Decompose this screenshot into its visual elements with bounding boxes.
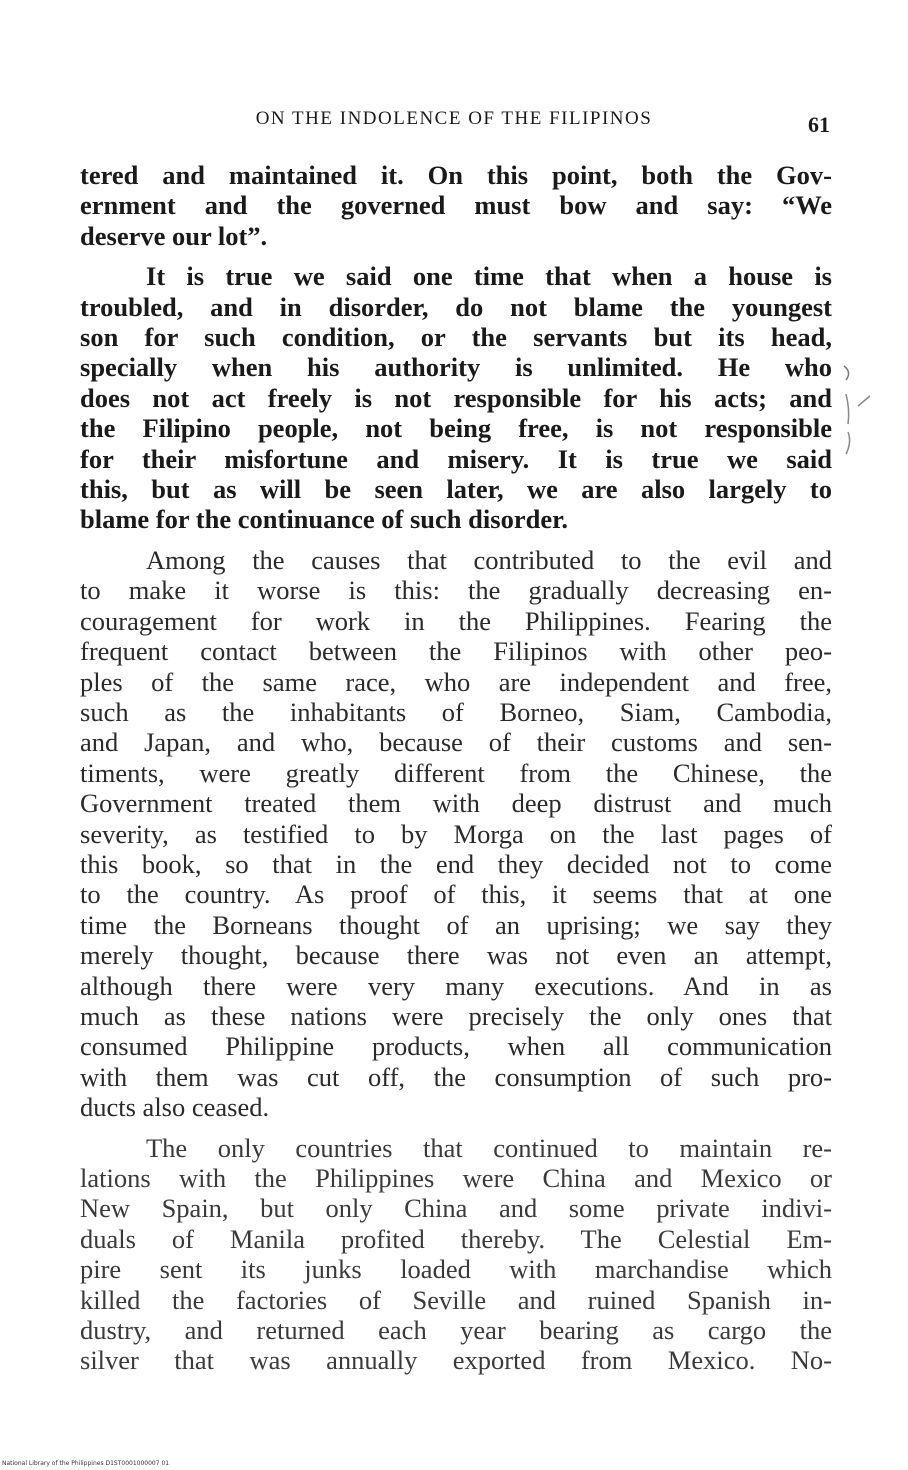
text-line: merely thought, because there was not even an attempt, [80, 940, 832, 971]
text-line: for their misfortune and misery. It is true we said [80, 443, 832, 474]
text-line: to the country. As proof of this, it seems that at one [80, 879, 832, 910]
text-line: Among the causes that contributed to the evil and [146, 544, 832, 575]
text-line: frequent contact between the Filipinos with other peo- [80, 636, 832, 667]
text-line: troubled, and in disorder, do not blame the youngest [80, 291, 832, 322]
text-line: pire sent its junks loaded with marchandise which [80, 1254, 832, 1285]
text-line: It is true we said one time that when a house is [146, 261, 832, 292]
page-number: 61 [808, 112, 830, 137]
text-line: severity, as testified to by Morga on the last pages of [80, 818, 832, 849]
running-title: ON THE INDOLENCE OF THE FILIPINOS [255, 108, 653, 129]
text-line: to make it worse is this: the gradually decreasing en- [80, 575, 832, 606]
text-line: killed the factories of Seville and ruined Spanish in- [80, 1284, 832, 1315]
text-line: with them was cut off, the consumption of such pro- [80, 1061, 832, 1092]
paragraph-2 [80, 261, 832, 535]
text-line: deserve our lot”. [80, 220, 268, 251]
text-line: ducts also ceased. [80, 1092, 270, 1123]
text-line: duals of Manila profited thereby. The Celestial Em- [80, 1223, 832, 1254]
text-line: time the Borneans thought of an uprising; we say they [80, 909, 832, 940]
text-line: lations with the Philippines were China and Mexico or [80, 1163, 832, 1193]
text-line: blame for the continuance of such disorder. [80, 504, 569, 535]
text-line: the Filipino people, not being free, is not responsible [80, 413, 832, 444]
text-line: timents, were greatly different from the Chinese, the [80, 757, 832, 788]
margin-bracket-annotation [836, 362, 876, 462]
paragraph-1 [80, 160, 832, 251]
text-line: The only countries that continued to maintain re- [146, 1132, 832, 1163]
paragraph-4 [80, 1133, 832, 1376]
text-line: such as the inhabitants of Borneo, Siam, Cambodia, [80, 696, 832, 727]
text-line: this book, so that in the end they decided not to come [80, 848, 832, 879]
text-line: consumed Philippine products, when all communication [80, 1031, 832, 1062]
text-line: does not act freely is not responsible for his acts; and [80, 382, 832, 413]
text-line: although there were very many executions. And in as [80, 970, 832, 1001]
text-line: son for such condition, or the servants but its head, [80, 322, 832, 353]
paragraph-3 [80, 545, 832, 1123]
text-line: much as these nations were precisely the only ones that [80, 1000, 832, 1031]
text-line: ernment and the governed must bow and say: “We [80, 190, 832, 221]
text-line: Government treated them with deep distrust and much [80, 788, 832, 819]
text-line: dustry, and returned each year bearing as cargo the [80, 1315, 832, 1346]
text-line: couragement for work in the Philippines. Fearing the [80, 605, 832, 636]
text-line: specially when his authority is unlimited. He who [80, 352, 832, 383]
text-line: and Japan, and who, because of their customs and sen- [80, 727, 832, 758]
text-line: this, but as will be seen later, we are also largely to [80, 474, 832, 505]
text-line: ples of the same race, who are independent and free, [80, 666, 832, 697]
text-line: New Spain, but only China and some private indivi- [80, 1193, 832, 1224]
text-line: tered and maintained it. On this point, both the Gov- [80, 160, 832, 190]
text-line: silver that was annually exported from Mexico. No- [80, 1345, 832, 1376]
library-footer: National Library of the Philippines D1ST0001000007 01 [2, 1460, 170, 1467]
body-text [80, 160, 832, 1376]
